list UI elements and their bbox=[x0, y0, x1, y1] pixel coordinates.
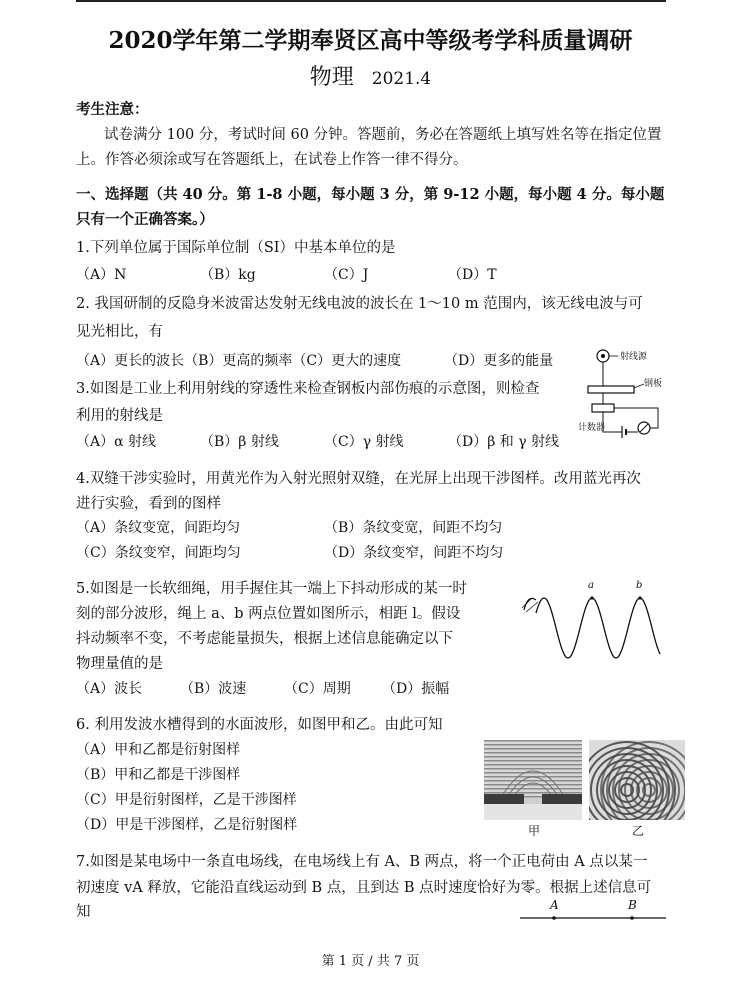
q7-stem-3: 知 bbox=[76, 904, 91, 920]
barrier-left bbox=[484, 794, 524, 804]
point-a-label: a bbox=[588, 580, 594, 591]
top-rule bbox=[76, 0, 666, 2]
q1-option-a: （A）N bbox=[76, 267, 127, 283]
q4-stem-2: 进行实验，看到的图样 bbox=[76, 496, 221, 512]
meter-needle bbox=[640, 424, 648, 432]
q6-option-a: （A）甲和乙都是衍射图样 bbox=[76, 742, 241, 758]
circuit-wire-right bbox=[614, 408, 658, 428]
barrier-right bbox=[542, 794, 582, 804]
q3-option-b: （B）β 射线 bbox=[200, 434, 279, 450]
q4-option-c: （C）条纹变窄，间距均匀 bbox=[76, 545, 241, 561]
q3-option-c: （C）γ 射线 bbox=[324, 434, 404, 450]
plate-leader bbox=[634, 384, 644, 388]
q6-figure-interference bbox=[589, 740, 685, 820]
q2-option-d: （D）更多的能量 bbox=[444, 353, 554, 369]
q3-stem-2: 利用的射线是 bbox=[76, 408, 163, 424]
notice-line-1: 试卷满分 100 分，考试时间 60 分钟。答题前，务必在答题纸上填写姓名等在指定位置 bbox=[104, 127, 662, 143]
q4-option-a: （A）条纹变宽，间距均匀 bbox=[76, 520, 241, 536]
q6-option-b: （B）甲和乙都是干涉图样 bbox=[76, 767, 241, 783]
diffraction-ripples bbox=[484, 740, 582, 798]
q4-option-d: （D）条纹变窄，间距不均匀 bbox=[324, 545, 504, 561]
notice-line-2: 上。作答必须涂或写在答题纸上，在试卷上作答一律不得分。 bbox=[76, 152, 468, 168]
q1-option-c: （C）J bbox=[324, 267, 369, 283]
point-b bbox=[638, 596, 641, 599]
q5-stem-4: 物理量值的是 bbox=[76, 656, 163, 672]
exam-subtitle bbox=[0, 60, 741, 91]
section-heading-2: 只有一个正确答案。） bbox=[76, 211, 214, 228]
q3-option-d: （D）β 和 γ 射线 bbox=[448, 434, 560, 450]
point-b-label: b bbox=[636, 580, 643, 591]
q5-stem-1: 5.如图是一长软细绳，用手握住其一端上下抖动形成的某一时 bbox=[76, 581, 467, 597]
q3-option-a: （A）α 射线 bbox=[76, 434, 157, 450]
detector bbox=[592, 404, 614, 412]
q2-option-abc: （A）更长的波长（B）更高的频率（C）更大的速度 bbox=[76, 353, 402, 369]
point-A bbox=[552, 916, 556, 920]
figure-label-yi: 乙 bbox=[632, 824, 645, 838]
circuit-wire-left bbox=[603, 412, 622, 432]
q6-figure-diffraction bbox=[484, 740, 582, 820]
rope-wave bbox=[536, 598, 660, 658]
exam-date: 2021.4 bbox=[371, 69, 432, 89]
q3-stem-1: 3.如图是工业上利用射线的穿透性来检查钢板内部伤痕的示意图，则检查 bbox=[76, 381, 540, 397]
q5-stem-2: 刻的部分波形，绳上 a、b 两点位置如图所示，相距 l。假设 bbox=[76, 606, 461, 622]
q5-figure bbox=[514, 578, 666, 678]
steel-plate bbox=[588, 386, 634, 393]
q4-option-b: （B）条纹变宽，间距不均匀 bbox=[324, 520, 503, 536]
q4-stem-1: 4.双缝干涉实验时，用黄光作为入射光照射双缝，在光屏上出现干涉图样。改用蓝光再次 bbox=[76, 471, 641, 487]
point-B bbox=[630, 916, 634, 920]
q5-option-b: （B）波速 bbox=[180, 681, 247, 697]
steel-plate-label: 钢板 bbox=[644, 379, 663, 389]
point-B-label: B bbox=[628, 898, 637, 912]
field-line-diagram bbox=[520, 898, 668, 924]
q7-stem-2: 初速度 vA 释放，它能沿直线运动到 B 点，且到达 B 点时速度恰好为零。根据上述信息可 bbox=[76, 880, 652, 896]
q5-stem-3: 抖动频率不变，不考虑能量损失，根据上述信息能确定以下 bbox=[76, 631, 453, 647]
ray-source-core bbox=[601, 354, 605, 358]
lower-region bbox=[484, 804, 582, 820]
q7-stem-1: 7.如图是某电场中一条直电场线，在电场线上有 A、B 两点，将一个正电荷由 A 点以某一 bbox=[76, 854, 648, 870]
section-heading-1: 一、选择题（共 40 分。第 1-8 小题，每小题 3 分，第 9-12 小题，每小题 4 分。每小题 bbox=[76, 186, 665, 203]
q6-stem: 6. 利用发波水槽得到的水面波形，如图甲和乙。由此可知 bbox=[76, 717, 443, 733]
q5-option-c: （C）周期 bbox=[284, 681, 351, 697]
point-A-label: A bbox=[550, 898, 559, 912]
notice-heading: 考生注意： bbox=[76, 101, 149, 118]
counter-label: 计数器 bbox=[578, 423, 606, 433]
q5-option-d: （D）振幅 bbox=[382, 681, 450, 697]
figure-label-jia: 甲 bbox=[528, 824, 541, 838]
q2-stem-1: 2. 我国研制的反隐身米波雷达发射无线电波的波长在 1～10 m 范围内，该无线电波与可 bbox=[76, 296, 643, 312]
q6-option-d: （D）甲是干涉图样，乙是衍射图样 bbox=[76, 817, 298, 833]
q7-figure bbox=[520, 898, 668, 924]
diffraction-pattern-image bbox=[484, 740, 582, 820]
q6-option-c: （C）甲是衍射图样，乙是干涉图样 bbox=[76, 792, 297, 808]
q1-option-d: （D）T bbox=[448, 267, 497, 283]
q1-stem: 1.下列单位属于国际单位制（SI）中基本单位的是 bbox=[76, 240, 396, 256]
q1-option-b: （B）kg bbox=[200, 267, 256, 283]
subject: 物理 bbox=[309, 65, 354, 90]
q3-figure bbox=[578, 344, 668, 442]
exam-title: 2020学年第二学期奉贤区高中等级考学科质量调研 bbox=[108, 27, 633, 54]
page-footer: 第 1 页 / 共 7 页 bbox=[321, 954, 420, 969]
rope-wave-diagram bbox=[514, 578, 666, 678]
q5-option-a: （A）波长 bbox=[76, 681, 143, 697]
interference-pattern-image bbox=[589, 740, 685, 820]
ray-source-label: 射线源 bbox=[620, 352, 648, 362]
point-a bbox=[590, 596, 593, 599]
q2-stem-2: 见光相比，有 bbox=[76, 324, 163, 340]
